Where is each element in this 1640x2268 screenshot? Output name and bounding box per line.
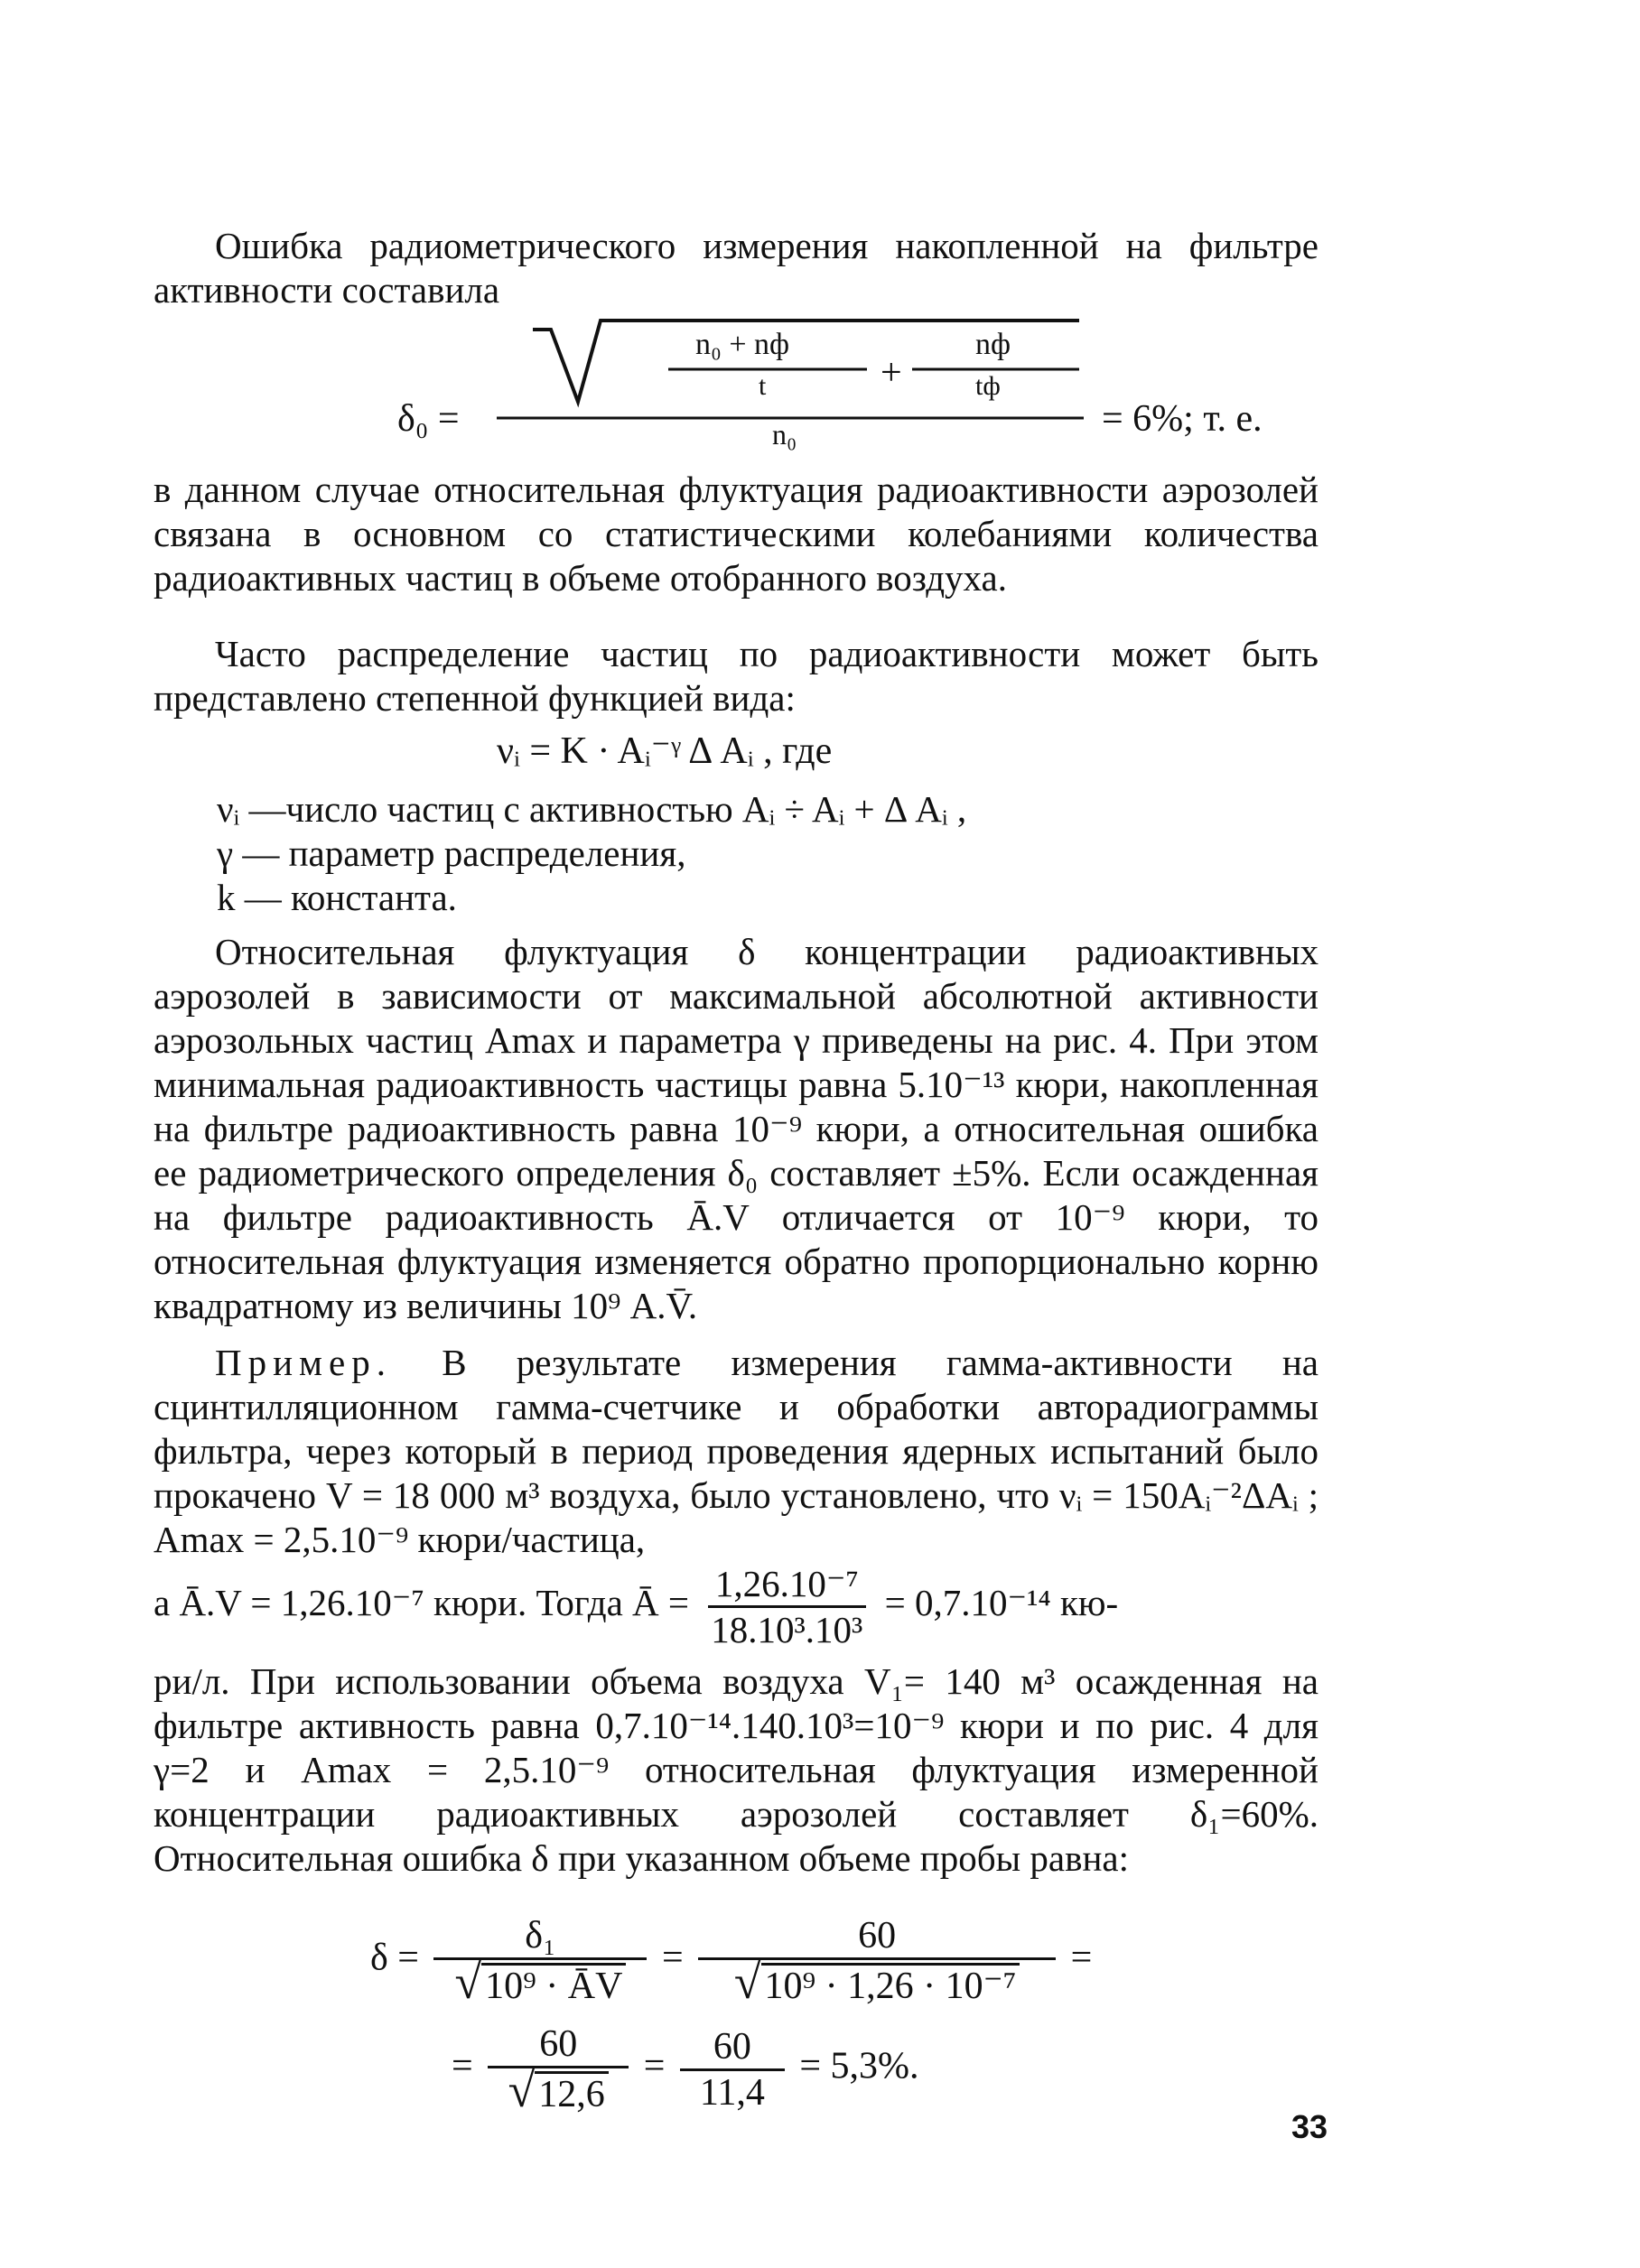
equation-a-bar-post: = 0,7.10⁻¹⁴ кю- [884,1581,1119,1623]
definition-gamma: γ — параметр распределения, [217,832,686,874]
equation-delta-ratio-num2: 60 [698,1914,1056,1960]
equation-final-frac2 [680,2025,785,2115]
equation-delta0-den1: t [759,371,767,401]
equation-final-frac1 [488,2022,629,2116]
sqrt-symbol: √ [508,2063,536,2117]
equation-a-bar-pre: а Ā.V = 1,26.10⁻⁷ кюри. Тогда Ā = [154,1581,689,1623]
equation-final-den2: 11,4 [699,2071,765,2114]
equation-a-bar-num: 1,26.10⁻⁷ [708,1562,866,1608]
paragraph-relative-fluctuation: Относительная флуктуация δ концентрации радиоактивных аэрозолей в зависимости от максимальной абсолютной активности аэрозольных частиц Amax и параметра γ приведены на рис. 4. При этом минимальная радиоактивность частицы равна 5.10⁻¹³ кюри, накопленная на фильтре радиоактивность равна 10⁻⁹ кюри, а относительная ошибка ее радиометрического определения δ₀ составляет ±5%. Если осажденная на фильтре радиоактивность Ā.V отличается от 10⁻⁹ кюри, то относительная флуктуация изменяется обратно пропорционально корню квадратному из величины 10⁹ A.V̄. [154,931,1319,1326]
equation-delta0-outer-den: n₀ [772,418,797,451]
equation-final-eq: = [643,2045,666,2087]
equation-final-pre: = [452,2045,473,2087]
equation-delta0-lhs: δ₀ = [397,398,460,440]
equation-delta0-rhs: = 6%; т. е. [1102,398,1263,440]
sqrt-symbol: √ [454,1955,482,2009]
equation-final-num1: 60 [488,2022,629,2068]
equation-delta-ratio-end: = [1070,1937,1093,1979]
definition-k: k — константа. [217,877,457,918]
equation-delta-ratio-frac2 [698,1914,1056,2008]
equation-delta0-den2: tф [975,371,1001,401]
equation-a-bar-fraction [704,1562,870,1651]
paragraph-example [154,1341,1319,1562]
document-page [154,0,1328,2268]
definitions-list [154,787,1319,920]
definition-nu: νᵢ —число частиц с активностью Aᵢ ÷ Aᵢ + Δ Aᵢ , [217,788,967,830]
equation-power-law: νᵢ = K · Aᵢ⁻ᵞ Δ Aᵢ , где [497,730,833,772]
equation-final [452,2022,919,2116]
equation-final-den1: 12,6 [535,2071,609,2115]
example-lead: Пример. [215,1342,392,1383]
equation-final-post: = 5,3%. [799,2045,919,2087]
paragraph-distribution: Часто распределение частиц по радиоактивности может быть представлено степенной функцией вида: [154,633,1319,719]
equation-delta-ratio-frac1 [433,1914,647,2008]
equation-delta-ratio-den2: 10⁹ · 1,26 · 10⁻⁷ [761,1963,1020,2007]
page-number: 33 [1291,2108,1328,2145]
paragraph-result: ри/л. При использовании объема воздуха V₁= 140 м³ осажденная на фильтре активность равна 0,7.10⁻¹⁴.140.10³=10⁻⁹ кюри и по рис. 4 для γ=2 и Amax = 2,5.10⁻⁹ относительная флуктуация измеренной концентрации радиоактивных аэрозолей составляет δ₁=60%. Относительная ошибка δ при указанном объеме пробы равна: [154,1660,1319,1879]
equation-delta-ratio-den1: 10⁹ · ĀV [481,1963,626,2007]
equation-delta-ratio-num1: δ₁ [433,1914,647,1960]
equation-a-bar [154,1562,1118,1651]
paragraph-fluctuation: в данном случае относительная флуктуация радиоактивности аэрозолей связана в основном со статистическими колебаниями количества радиоактивных частиц в объеме отобранного воздуха. [154,469,1319,599]
sqrt-symbol: √ [733,1955,761,2009]
equation-delta0-num1: n₀ + nф [695,328,790,361]
equation-delta-ratio [370,1914,1092,2008]
equation-a-bar-den: 18.10³.10³ [711,1609,863,1650]
paragraph-intro: Ошибка радиометрического измерения накопленной на фильтре активности составила [154,225,1319,311]
equation-delta0-num2: nф [975,328,1011,361]
equation-delta0 [397,311,1282,451]
equation-delta-ratio-eq: = [661,1937,684,1979]
example-text: В результате измерения гамма-активности на сцинтилляционном гамма-счетчике и обработки авторадиограммы фильтра, через который в период проведения ядерных испытаний было прокачено V = 18 000 м³ воздуха, было установлено, что νᵢ = 150Aᵢ⁻²ΔAᵢ ; Amax = 2,5.10⁻⁹ кюри/частица, [154,1342,1319,1560]
equation-delta0-plus: + [881,352,902,394]
equation-final-num2: 60 [680,2025,785,2071]
equation-delta-ratio-lhs: δ = [370,1937,419,1979]
